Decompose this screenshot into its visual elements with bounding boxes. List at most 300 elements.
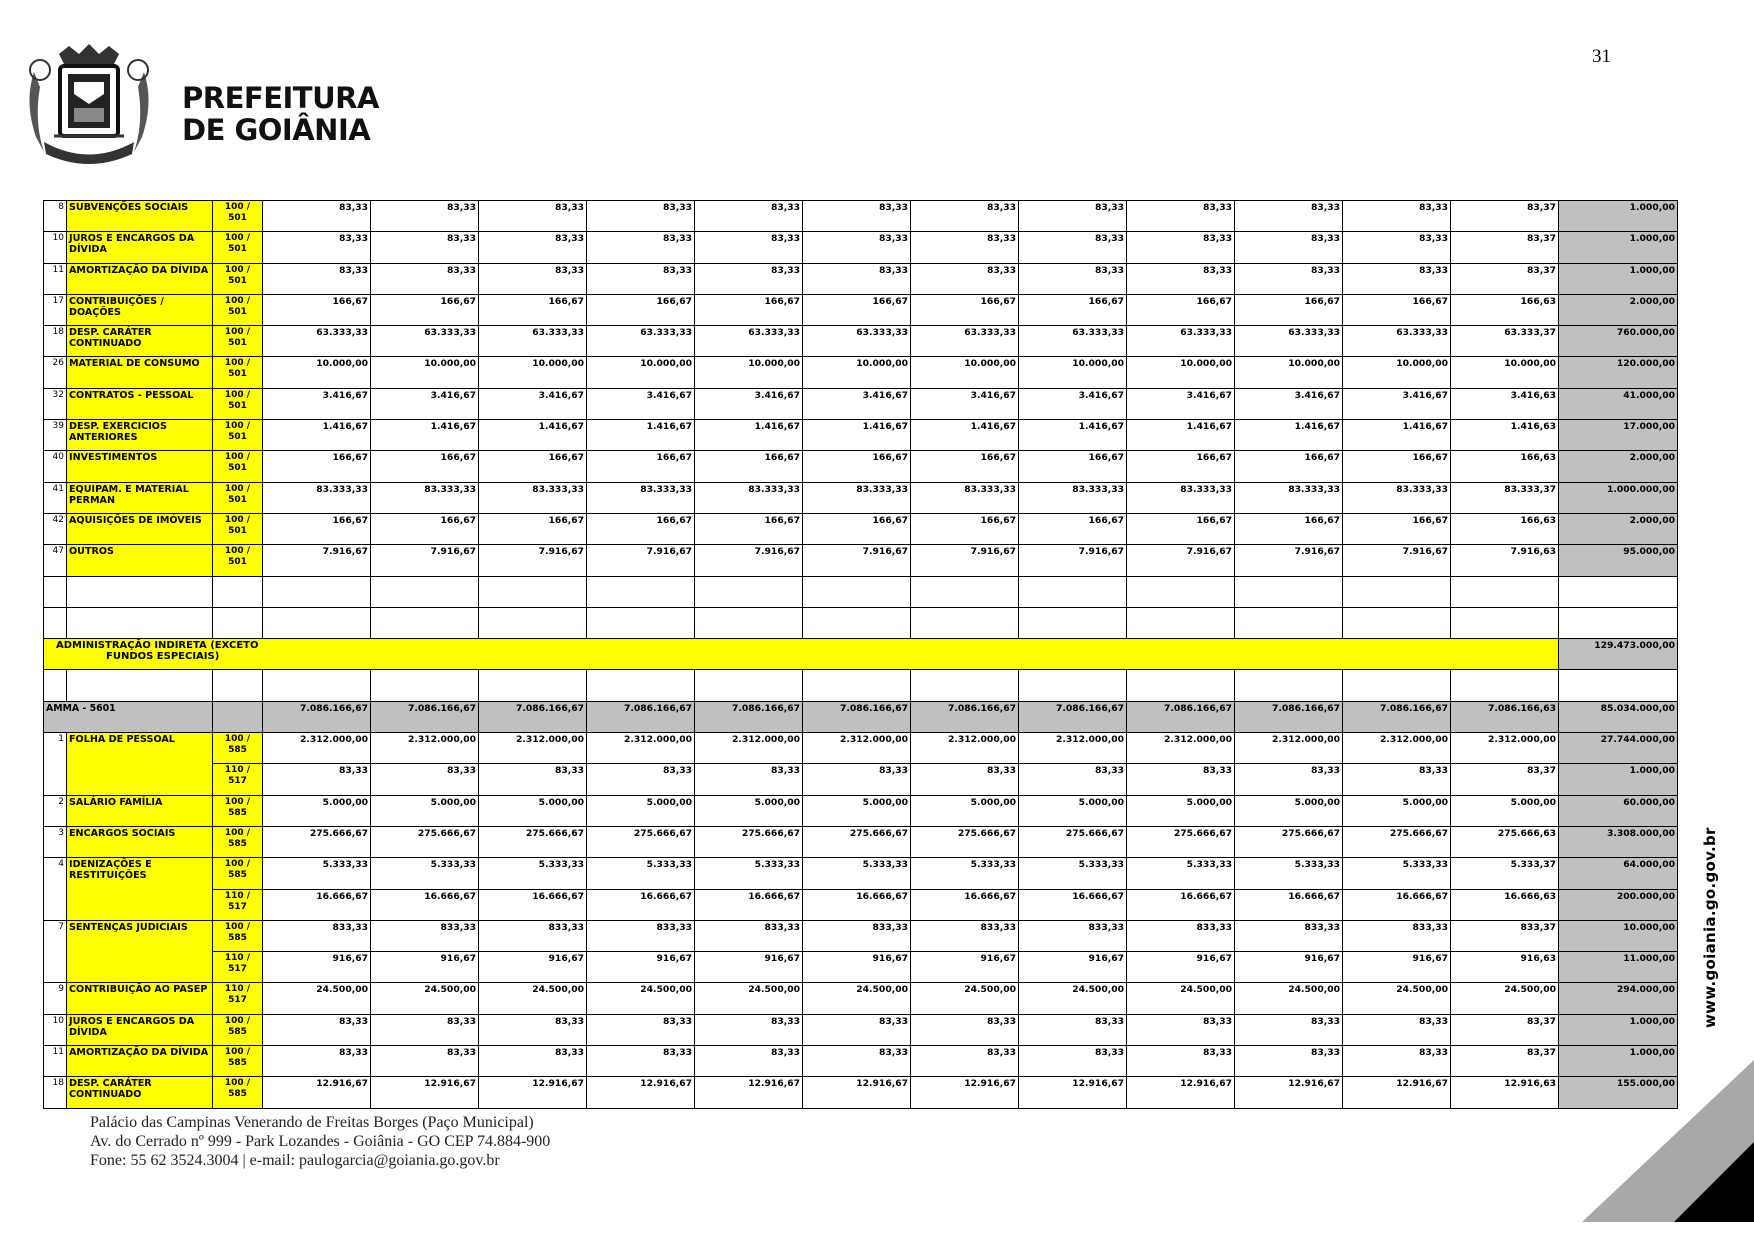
monthly-value: 10.000,00 xyxy=(911,357,1019,388)
table-row xyxy=(44,826,1678,857)
monthly-value: 24.500,00 xyxy=(1127,983,1235,1014)
monthly-value: 3.416,67 xyxy=(695,388,803,419)
row-total: 1.000,00 xyxy=(1559,1014,1678,1045)
last-month-value: 3.416,63 xyxy=(1451,388,1559,419)
table-row xyxy=(44,263,1678,294)
monthly-value: 166,67 xyxy=(1127,294,1235,325)
monthly-value: 166,67 xyxy=(1019,294,1127,325)
empty-cell xyxy=(213,670,263,701)
monthly-value: 12.916,67 xyxy=(911,1077,1019,1108)
monthly-value: 63.333,33 xyxy=(263,326,371,357)
monthly-value: 5.333,33 xyxy=(587,858,695,889)
table-row xyxy=(44,232,1678,263)
monthly-value: 63.333,33 xyxy=(1127,326,1235,357)
monthly-value: 916,67 xyxy=(695,952,803,983)
monthly-value: 916,67 xyxy=(1235,952,1343,983)
table-row xyxy=(44,889,1678,920)
monthly-value: 5.333,33 xyxy=(695,858,803,889)
row-total: 294.000,00 xyxy=(1559,983,1678,1014)
empty-cell xyxy=(479,607,587,638)
monthly-value: 916,67 xyxy=(1019,952,1127,983)
row-description: JUROS E ENCARGOS DA DÍVIDA xyxy=(67,232,213,263)
monthly-value: 63.333,33 xyxy=(803,326,911,357)
monthly-value: 83,33 xyxy=(1019,764,1127,795)
monthly-value: 5.000,00 xyxy=(263,795,371,826)
empty-cell xyxy=(695,576,803,607)
budget-table xyxy=(43,200,1678,1109)
source-code: 100 / 501 xyxy=(213,263,263,294)
unit-label: AMMA - 5601 xyxy=(44,701,213,732)
row-number: 10 xyxy=(44,1014,67,1045)
monthly-value: 24.500,00 xyxy=(1235,983,1343,1014)
table-row xyxy=(44,733,1678,764)
monthly-value: 83.333,33 xyxy=(479,482,587,513)
monthly-value: 916,67 xyxy=(803,952,911,983)
row-total: 11.000,00 xyxy=(1559,952,1678,983)
monthly-value: 3.416,67 xyxy=(1127,388,1235,419)
unit-total: 85.034.000,00 xyxy=(1559,701,1678,732)
monthly-value: 83,33 xyxy=(263,263,371,294)
table-row xyxy=(44,513,1678,544)
coat-of-arms-logo xyxy=(14,42,164,170)
empty-cell xyxy=(803,670,911,701)
monthly-value: 24.500,00 xyxy=(911,983,1019,1014)
monthly-value: 7.916,67 xyxy=(479,545,587,576)
monthly-value: 83,33 xyxy=(695,1046,803,1077)
monthly-value: 5.333,33 xyxy=(371,858,479,889)
monthly-value: 916,67 xyxy=(1343,952,1451,983)
row-total: 17.000,00 xyxy=(1559,420,1678,451)
monthly-value: 83,33 xyxy=(695,232,803,263)
monthly-value: 916,67 xyxy=(371,952,479,983)
monthly-value: 83,33 xyxy=(479,232,587,263)
monthly-value: 166,67 xyxy=(1019,513,1127,544)
empty-cell xyxy=(695,607,803,638)
last-month-value: 916,63 xyxy=(1451,952,1559,983)
table-row xyxy=(44,294,1678,325)
monthly-value: 83,33 xyxy=(1127,764,1235,795)
source-code: 100 / 501 xyxy=(213,357,263,388)
row-total: 1.000,00 xyxy=(1559,263,1678,294)
row-number: 9 xyxy=(44,983,67,1014)
table-row xyxy=(44,983,1678,1014)
monthly-value: 275.666,67 xyxy=(695,826,803,857)
monthly-value: 12.916,67 xyxy=(1019,1077,1127,1108)
empty-cell xyxy=(1127,607,1235,638)
monthly-value: 24.500,00 xyxy=(479,983,587,1014)
table-row xyxy=(44,795,1678,826)
monthly-value: 7.916,67 xyxy=(371,545,479,576)
source-code: 100 / 585 xyxy=(213,733,263,764)
monthly-value: 275.666,67 xyxy=(479,826,587,857)
monthly-value: 10.000,00 xyxy=(1019,357,1127,388)
row-description: FOLHA DE PESSOAL xyxy=(67,733,213,796)
empty-cell xyxy=(587,607,695,638)
unit-monthly-value: 7.086.166,67 xyxy=(1127,701,1235,732)
monthly-value: 63.333,33 xyxy=(695,326,803,357)
empty-cell xyxy=(911,670,1019,701)
monthly-value: 166,67 xyxy=(1235,451,1343,482)
row-description: OUTROS xyxy=(67,545,213,576)
monthly-value: 16.666,67 xyxy=(587,889,695,920)
last-month-value: 833,37 xyxy=(1451,920,1559,951)
monthly-value: 83,33 xyxy=(911,764,1019,795)
monthly-value: 83,33 xyxy=(803,201,911,232)
monthly-value: 83,33 xyxy=(911,201,1019,232)
table-row xyxy=(44,858,1678,889)
row-number: 2 xyxy=(44,795,67,826)
monthly-value: 63.333,33 xyxy=(1343,326,1451,357)
monthly-value: 83,33 xyxy=(587,232,695,263)
unit-monthly-value: 7.086.166,67 xyxy=(1235,701,1343,732)
monthly-value: 1.416,67 xyxy=(803,420,911,451)
unit-monthly-value: 7.086.166,67 xyxy=(1019,701,1127,732)
table-row xyxy=(44,952,1678,983)
unit-monthly-value: 7.086.166,67 xyxy=(479,701,587,732)
blank-row xyxy=(44,670,1678,701)
monthly-value: 3.416,67 xyxy=(479,388,587,419)
monthly-value: 83.333,33 xyxy=(1343,482,1451,513)
monthly-value: 3.416,67 xyxy=(803,388,911,419)
monthly-value: 83,33 xyxy=(263,201,371,232)
monthly-value: 5.000,00 xyxy=(371,795,479,826)
source-code: 100 / 501 xyxy=(213,420,263,451)
last-month-value: 2.312.000,00 xyxy=(1451,733,1559,764)
monthly-value: 1.416,67 xyxy=(1235,420,1343,451)
monthly-value: 5.333,33 xyxy=(803,858,911,889)
monthly-value: 1.416,67 xyxy=(1343,420,1451,451)
monthly-value: 166,67 xyxy=(371,451,479,482)
row-total: 1.000,00 xyxy=(1559,764,1678,795)
empty-cell xyxy=(213,576,263,607)
empty-cell xyxy=(371,607,479,638)
monthly-value: 83.333,33 xyxy=(803,482,911,513)
monthly-value: 3.416,67 xyxy=(911,388,1019,419)
row-number: 40 xyxy=(44,451,67,482)
monthly-value: 166,67 xyxy=(803,294,911,325)
footer-line-3: Fone: 55 62 3524.3004 | e-mail: paulogarcia@goiania.go.gov.br xyxy=(90,1152,500,1169)
monthly-value: 166,67 xyxy=(587,513,695,544)
empty-cell xyxy=(1343,576,1451,607)
monthly-value: 24.500,00 xyxy=(371,983,479,1014)
source-code: 100 / 585 xyxy=(213,1046,263,1077)
monthly-value: 83,33 xyxy=(911,263,1019,294)
table-row xyxy=(44,201,1678,232)
empty-cell xyxy=(1235,576,1343,607)
monthly-value: 16.666,67 xyxy=(695,889,803,920)
row-total: 3.308.000,00 xyxy=(1559,826,1678,857)
source-code: 110 / 517 xyxy=(213,952,263,983)
monthly-value: 83,33 xyxy=(1127,201,1235,232)
monthly-value: 83,33 xyxy=(587,263,695,294)
monthly-value: 166,67 xyxy=(1127,513,1235,544)
monthly-value: 1.416,67 xyxy=(479,420,587,451)
monthly-value: 83,33 xyxy=(803,1014,911,1045)
empty-cell xyxy=(803,576,911,607)
monthly-value: 10.000,00 xyxy=(695,357,803,388)
monthly-value: 5.333,33 xyxy=(1343,858,1451,889)
row-number: 17 xyxy=(44,294,67,325)
last-month-value: 10.000,00 xyxy=(1451,357,1559,388)
monthly-value: 83,33 xyxy=(1019,232,1127,263)
monthly-value: 24.500,00 xyxy=(1019,983,1127,1014)
empty-cell xyxy=(263,576,371,607)
empty-cell xyxy=(371,670,479,701)
source-code: 100 / 501 xyxy=(213,513,263,544)
row-total: 1.000,00 xyxy=(1559,201,1678,232)
empty-cell xyxy=(1019,670,1127,701)
brand-name xyxy=(182,82,379,146)
monthly-value: 166,67 xyxy=(479,513,587,544)
unit-monthly-value: 7.086.166,67 xyxy=(695,701,803,732)
empty-cell xyxy=(1343,670,1451,701)
row-description: CONTRIBUIÇÕES / DOAÇÕES xyxy=(67,294,213,325)
monthly-value: 3.416,67 xyxy=(1019,388,1127,419)
row-description: AMORTIZAÇÃO DA DÍVIDA xyxy=(67,1046,213,1077)
row-description: SALÁRIO FAMÍLIA xyxy=(67,795,213,826)
section-row xyxy=(44,639,1678,670)
monthly-value: 83,33 xyxy=(1343,201,1451,232)
monthly-value: 83.333,33 xyxy=(587,482,695,513)
empty-cell xyxy=(1235,607,1343,638)
monthly-value: 166,67 xyxy=(803,513,911,544)
monthly-value: 7.916,67 xyxy=(695,545,803,576)
monthly-value: 83,33 xyxy=(695,1014,803,1045)
monthly-value: 5.000,00 xyxy=(479,795,587,826)
monthly-value: 83,33 xyxy=(371,764,479,795)
blank-row xyxy=(44,576,1678,607)
monthly-value: 166,67 xyxy=(911,451,1019,482)
empty-cell xyxy=(1559,607,1678,638)
monthly-value: 83,33 xyxy=(1235,1046,1343,1077)
monthly-value: 83,33 xyxy=(911,232,1019,263)
monthly-value: 5.000,00 xyxy=(1127,795,1235,826)
unit-summary-row xyxy=(44,701,1678,732)
row-number: 11 xyxy=(44,263,67,294)
monthly-value: 275.666,67 xyxy=(1127,826,1235,857)
empty-cell xyxy=(1451,576,1559,607)
section-label-line-2: FUNDOS ESPECIAIS) xyxy=(106,651,220,663)
empty-cell xyxy=(1559,670,1678,701)
monthly-value: 275.666,67 xyxy=(1343,826,1451,857)
last-month-value: 83,37 xyxy=(1451,263,1559,294)
monthly-value: 166,67 xyxy=(695,294,803,325)
row-total: 95.000,00 xyxy=(1559,545,1678,576)
monthly-value: 12.916,67 xyxy=(263,1077,371,1108)
monthly-value: 83,33 xyxy=(479,1046,587,1077)
monthly-value: 166,67 xyxy=(1343,451,1451,482)
monthly-value: 83,33 xyxy=(587,1046,695,1077)
monthly-value: 166,67 xyxy=(1235,513,1343,544)
monthly-value: 833,33 xyxy=(1235,920,1343,951)
monthly-value: 166,67 xyxy=(263,294,371,325)
monthly-value: 833,33 xyxy=(911,920,1019,951)
last-month-value: 5.333,37 xyxy=(1451,858,1559,889)
table-row xyxy=(44,420,1678,451)
source-code: 100 / 501 xyxy=(213,294,263,325)
monthly-value: 5.000,00 xyxy=(1235,795,1343,826)
empty-cell xyxy=(587,670,695,701)
row-total: 27.744.000,00 xyxy=(1559,733,1678,764)
monthly-value: 166,67 xyxy=(479,451,587,482)
monthly-value: 83,33 xyxy=(1019,1014,1127,1045)
monthly-value: 833,33 xyxy=(371,920,479,951)
monthly-value: 3.416,67 xyxy=(371,388,479,419)
monthly-value: 275.666,67 xyxy=(371,826,479,857)
section-label-line-1: ADMINISTRAÇÃO INDIRETA (EXCETO xyxy=(56,640,259,652)
monthly-value: 83,33 xyxy=(1127,232,1235,263)
monthly-value: 12.916,67 xyxy=(695,1077,803,1108)
row-description: JUROS E ENCARGOS DA DÍVIDA xyxy=(67,1014,213,1045)
monthly-value: 2.312.000,00 xyxy=(263,733,371,764)
monthly-value: 1.416,67 xyxy=(911,420,1019,451)
source-code: 100 / 585 xyxy=(213,1077,263,1108)
empty-cell xyxy=(479,576,587,607)
empty-cell xyxy=(213,607,263,638)
source-code: 100 / 501 xyxy=(213,232,263,263)
monthly-value: 16.666,67 xyxy=(1127,889,1235,920)
monthly-value: 12.916,67 xyxy=(1127,1077,1235,1108)
row-description: IDENIZAÇÕES E RESTITUIÇÕES xyxy=(67,858,213,921)
monthly-value: 83,33 xyxy=(263,764,371,795)
table-row xyxy=(44,545,1678,576)
monthly-value: 10.000,00 xyxy=(371,357,479,388)
monthly-value: 83,33 xyxy=(587,764,695,795)
monthly-value: 1.416,67 xyxy=(263,420,371,451)
monthly-value: 83,33 xyxy=(695,263,803,294)
monthly-value: 833,33 xyxy=(1127,920,1235,951)
monthly-value: 275.666,67 xyxy=(911,826,1019,857)
monthly-value: 83,33 xyxy=(479,764,587,795)
monthly-value: 2.312.000,00 xyxy=(911,733,1019,764)
row-number: 47 xyxy=(44,545,67,576)
table-row xyxy=(44,764,1678,795)
last-month-value: 12.916,63 xyxy=(1451,1077,1559,1108)
monthly-value: 16.666,67 xyxy=(263,889,371,920)
monthly-value: 166,67 xyxy=(1019,451,1127,482)
monthly-value: 7.916,67 xyxy=(263,545,371,576)
table-row xyxy=(44,451,1678,482)
empty-cell xyxy=(44,576,67,607)
monthly-value: 7.916,67 xyxy=(1019,545,1127,576)
table-row xyxy=(44,388,1678,419)
row-total: 200.000,00 xyxy=(1559,889,1678,920)
row-number: 11 xyxy=(44,1046,67,1077)
monthly-value: 83,33 xyxy=(1019,263,1127,294)
row-number: 18 xyxy=(44,1077,67,1108)
monthly-value: 83,33 xyxy=(263,232,371,263)
source-code: 100 / 501 xyxy=(213,545,263,576)
last-month-value: 16.666,63 xyxy=(1451,889,1559,920)
monthly-value: 83.333,33 xyxy=(911,482,1019,513)
empty-cell xyxy=(803,607,911,638)
row-description: EQUIPAM. E MATERIAL PERMAN xyxy=(67,482,213,513)
monthly-value: 833,33 xyxy=(479,920,587,951)
row-total: 41.000,00 xyxy=(1559,388,1678,419)
unit-monthly-value: 7.086.166,67 xyxy=(803,701,911,732)
row-number: 39 xyxy=(44,420,67,451)
monthly-value: 1.416,67 xyxy=(695,420,803,451)
empty-cell xyxy=(67,607,213,638)
monthly-value: 3.416,67 xyxy=(1235,388,1343,419)
empty-cell xyxy=(44,670,67,701)
monthly-value: 166,67 xyxy=(263,513,371,544)
monthly-value: 7.916,67 xyxy=(1127,545,1235,576)
page-number: 31 xyxy=(1592,46,1611,67)
row-description: CONTRIBUIÇÃO AO PASEP xyxy=(67,983,213,1014)
monthly-value: 916,67 xyxy=(587,952,695,983)
last-month-value: 63.333,37 xyxy=(1451,326,1559,357)
row-total: 760.000,00 xyxy=(1559,326,1678,357)
monthly-value: 83,33 xyxy=(1127,263,1235,294)
last-month-value: 1.416,63 xyxy=(1451,420,1559,451)
source-code: 100 / 585 xyxy=(213,826,263,857)
monthly-value: 63.333,33 xyxy=(587,326,695,357)
empty-cell xyxy=(911,607,1019,638)
source-code: 100 / 501 xyxy=(213,326,263,357)
section-label xyxy=(44,639,1559,670)
empty-cell xyxy=(1559,576,1678,607)
monthly-value: 83,33 xyxy=(263,1046,371,1077)
monthly-value: 83.333,33 xyxy=(1019,482,1127,513)
row-number: 7 xyxy=(44,920,67,983)
unit-monthly-value: 7.086.166,67 xyxy=(587,701,695,732)
last-month-value: 83.333,37 xyxy=(1451,482,1559,513)
row-total: 2.000,00 xyxy=(1559,294,1678,325)
empty-cell xyxy=(1127,670,1235,701)
monthly-value: 166,67 xyxy=(371,513,479,544)
table-row xyxy=(44,1077,1678,1108)
monthly-value: 83,33 xyxy=(1343,232,1451,263)
monthly-value: 83,33 xyxy=(803,232,911,263)
row-description: DESP. EXERCICIOS ANTERIORES xyxy=(67,420,213,451)
monthly-value: 10.000,00 xyxy=(263,357,371,388)
monthly-value: 2.312.000,00 xyxy=(803,733,911,764)
monthly-value: 83,33 xyxy=(587,201,695,232)
monthly-value: 7.916,67 xyxy=(1343,545,1451,576)
empty-cell xyxy=(479,670,587,701)
monthly-value: 5.000,00 xyxy=(695,795,803,826)
table-row xyxy=(44,326,1678,357)
monthly-value: 83,33 xyxy=(1019,1046,1127,1077)
monthly-value: 275.666,67 xyxy=(263,826,371,857)
monthly-value: 275.666,67 xyxy=(803,826,911,857)
monthly-value: 16.666,67 xyxy=(1343,889,1451,920)
last-month-value: 83,37 xyxy=(1451,1014,1559,1045)
row-description: ENCARGOS SOCIAIS xyxy=(67,826,213,857)
monthly-value: 5.333,33 xyxy=(911,858,1019,889)
unit-code-empty xyxy=(213,701,263,732)
table-row xyxy=(44,482,1678,513)
last-month-value: 166,63 xyxy=(1451,294,1559,325)
monthly-value: 5.333,33 xyxy=(263,858,371,889)
monthly-value: 5.000,00 xyxy=(803,795,911,826)
monthly-value: 83,33 xyxy=(1127,1014,1235,1045)
monthly-value: 63.333,33 xyxy=(1235,326,1343,357)
monthly-value: 83.333,33 xyxy=(1127,482,1235,513)
monthly-value: 2.312.000,00 xyxy=(587,733,695,764)
monthly-value: 83,33 xyxy=(479,201,587,232)
monthly-value: 63.333,33 xyxy=(371,326,479,357)
unit-last-month-value: 7.086.166,63 xyxy=(1451,701,1559,732)
last-month-value: 83,37 xyxy=(1451,1046,1559,1077)
monthly-value: 63.333,33 xyxy=(479,326,587,357)
monthly-value: 12.916,67 xyxy=(1235,1077,1343,1108)
monthly-value: 83,33 xyxy=(1235,201,1343,232)
monthly-value: 5.333,33 xyxy=(1235,858,1343,889)
monthly-value: 2.312.000,00 xyxy=(1235,733,1343,764)
monthly-value: 83,33 xyxy=(695,201,803,232)
